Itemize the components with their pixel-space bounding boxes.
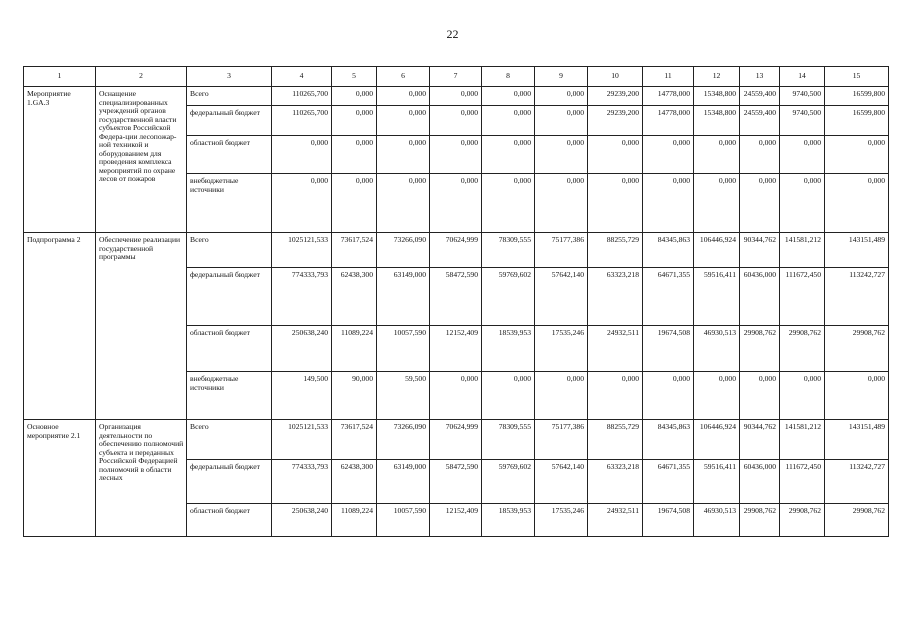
value-cell: 57642,140 xyxy=(535,268,588,326)
value-cell: 24559,400 xyxy=(740,106,780,136)
group-name-cell: Организация деятельности по обеспечению полномочий субъекта и переданных Российской Федерацией полномочий в области лесных xyxy=(96,420,187,537)
value-cell: 774333,793 xyxy=(272,460,332,504)
value-cell: 106446,924 xyxy=(694,233,740,268)
value-cell: 110265,700 xyxy=(272,87,332,106)
value-cell: 250638,240 xyxy=(272,326,332,372)
table-row xyxy=(24,87,889,106)
value-cell: 0,000 xyxy=(430,372,482,420)
value-cell: 0,000 xyxy=(825,372,889,420)
value-cell: 141581,212 xyxy=(780,420,825,460)
value-cell: 29908,762 xyxy=(740,504,780,537)
value-cell: 63323,218 xyxy=(588,460,643,504)
value-cell: 58472,590 xyxy=(430,268,482,326)
value-cell: 73617,524 xyxy=(332,420,377,460)
value-cell: 111672,450 xyxy=(780,460,825,504)
value-cell: 29908,762 xyxy=(825,504,889,537)
value-cell: 14778,000 xyxy=(643,106,694,136)
group-name-cell: Оснащение специализированных учреждений органов государственной власти субъектов Российской Федера-ции лесопожар-ной техникой и оборудованием для проведения комплекса мероприятий по охране лесов от пожаров xyxy=(96,87,187,233)
value-cell: 141581,212 xyxy=(780,233,825,268)
value-cell: 59516,411 xyxy=(694,460,740,504)
page-number: 22 xyxy=(446,27,459,41)
funding-source-cell: внебюджетные источники xyxy=(187,174,272,233)
column-header: 15 xyxy=(825,67,889,87)
value-cell: 774333,793 xyxy=(272,268,332,326)
value-cell: 0,000 xyxy=(740,136,780,174)
value-cell: 0,000 xyxy=(482,372,535,420)
value-cell: 59516,411 xyxy=(694,268,740,326)
column-header: 6 xyxy=(377,67,430,87)
value-cell: 149,500 xyxy=(272,372,332,420)
value-cell: 111672,450 xyxy=(780,268,825,326)
column-header: 1 xyxy=(24,67,96,87)
value-cell: 0,000 xyxy=(332,174,377,233)
group-name-cell: Обеспечение реализации государственной программы xyxy=(96,233,187,420)
value-cell: 84345,863 xyxy=(643,233,694,268)
funding-source-cell: областной бюджет xyxy=(187,326,272,372)
value-cell: 90344,762 xyxy=(740,420,780,460)
value-cell: 0,000 xyxy=(272,136,332,174)
value-cell: 0,000 xyxy=(535,136,588,174)
value-cell: 12152,409 xyxy=(430,326,482,372)
value-cell: 24932,511 xyxy=(588,504,643,537)
value-cell: 29908,762 xyxy=(740,326,780,372)
value-cell: 90344,762 xyxy=(740,233,780,268)
value-cell: 10057,590 xyxy=(377,326,430,372)
value-cell: 0,000 xyxy=(535,106,588,136)
value-cell: 0,000 xyxy=(643,372,694,420)
value-cell: 29239,200 xyxy=(588,106,643,136)
value-cell: 29908,762 xyxy=(825,326,889,372)
value-cell: 0,000 xyxy=(332,87,377,106)
value-cell: 84345,863 xyxy=(643,420,694,460)
value-cell: 0,000 xyxy=(332,136,377,174)
column-header: 12 xyxy=(694,67,740,87)
column-header: 7 xyxy=(430,67,482,87)
value-cell: 143151,489 xyxy=(825,233,889,268)
value-cell: 90,000 xyxy=(332,372,377,420)
table-row xyxy=(24,420,889,460)
value-cell: 18539,953 xyxy=(482,326,535,372)
funding-source-cell: областной бюджет xyxy=(187,136,272,174)
value-cell: 12152,409 xyxy=(430,504,482,537)
value-cell: 0,000 xyxy=(588,136,643,174)
value-cell: 0,000 xyxy=(643,136,694,174)
value-cell: 15348,800 xyxy=(694,87,740,106)
value-cell: 70624,999 xyxy=(430,233,482,268)
value-cell: 63323,218 xyxy=(588,268,643,326)
group-code-cell: Основное мероприятие 2.1 xyxy=(24,420,96,537)
value-cell: 0,000 xyxy=(643,174,694,233)
funding-source-cell: федеральный бюджет xyxy=(187,106,272,136)
value-cell: 0,000 xyxy=(482,174,535,233)
column-header: 11 xyxy=(643,67,694,87)
value-cell: 9740,500 xyxy=(780,106,825,136)
value-cell: 19674,508 xyxy=(643,326,694,372)
value-cell: 17535,246 xyxy=(535,326,588,372)
value-cell: 78309,555 xyxy=(482,420,535,460)
value-cell: 29908,762 xyxy=(780,504,825,537)
column-header: 8 xyxy=(482,67,535,87)
group-code-cell: Подпрограмма 2 xyxy=(24,233,96,420)
value-cell: 29908,762 xyxy=(780,326,825,372)
value-cell: 59,500 xyxy=(377,372,430,420)
column-header: 5 xyxy=(332,67,377,87)
value-cell: 57642,140 xyxy=(535,460,588,504)
value-cell: 16599,800 xyxy=(825,87,889,106)
value-cell: 63149,000 xyxy=(377,268,430,326)
value-cell: 29239,200 xyxy=(588,87,643,106)
value-cell: 46930,513 xyxy=(694,504,740,537)
value-cell: 9740,500 xyxy=(780,87,825,106)
value-cell: 19674,508 xyxy=(643,504,694,537)
value-cell: 46930,513 xyxy=(694,326,740,372)
value-cell: 58472,590 xyxy=(430,460,482,504)
value-cell: 0,000 xyxy=(694,174,740,233)
column-header: 13 xyxy=(740,67,780,87)
funding-source-cell: федеральный бюджет xyxy=(187,460,272,504)
funding-source-cell: Всего xyxy=(187,233,272,268)
funding-source-cell: внебюджетные источники xyxy=(187,372,272,420)
column-header: 2 xyxy=(96,67,187,87)
value-cell: 0,000 xyxy=(780,136,825,174)
column-header: 10 xyxy=(588,67,643,87)
value-cell: 0,000 xyxy=(535,372,588,420)
value-cell: 75177,386 xyxy=(535,420,588,460)
funding-source-cell: Всего xyxy=(187,420,272,460)
value-cell: 0,000 xyxy=(740,372,780,420)
value-cell: 73266,090 xyxy=(377,420,430,460)
value-cell: 16599,800 xyxy=(825,106,889,136)
value-cell: 24559,400 xyxy=(740,87,780,106)
value-cell: 0,000 xyxy=(430,106,482,136)
value-cell: 250638,240 xyxy=(272,504,332,537)
value-cell: 11089,224 xyxy=(332,326,377,372)
value-cell: 11089,224 xyxy=(332,504,377,537)
value-cell: 0,000 xyxy=(482,106,535,136)
value-cell: 63149,000 xyxy=(377,460,430,504)
value-cell: 14778,000 xyxy=(643,87,694,106)
value-cell: 0,000 xyxy=(377,106,430,136)
value-cell: 18539,953 xyxy=(482,504,535,537)
value-cell: 1025121,533 xyxy=(272,233,332,268)
value-cell: 59769,602 xyxy=(482,460,535,504)
value-cell: 0,000 xyxy=(272,174,332,233)
table-row xyxy=(24,233,889,268)
value-cell: 0,000 xyxy=(482,87,535,106)
value-cell: 0,000 xyxy=(740,174,780,233)
value-cell: 0,000 xyxy=(694,372,740,420)
value-cell: 0,000 xyxy=(694,136,740,174)
value-cell: 0,000 xyxy=(377,87,430,106)
value-cell: 0,000 xyxy=(780,372,825,420)
column-header: 3 xyxy=(187,67,272,87)
value-cell: 88255,729 xyxy=(588,420,643,460)
budget-table xyxy=(23,66,889,537)
column-header: 4 xyxy=(272,67,332,87)
value-cell: 15348,800 xyxy=(694,106,740,136)
value-cell: 64671,355 xyxy=(643,268,694,326)
value-cell: 0,000 xyxy=(588,372,643,420)
value-cell: 62438,300 xyxy=(332,460,377,504)
value-cell: 0,000 xyxy=(430,136,482,174)
value-cell: 75177,386 xyxy=(535,233,588,268)
value-cell: 73617,524 xyxy=(332,233,377,268)
value-cell: 106446,924 xyxy=(694,420,740,460)
value-cell: 73266,090 xyxy=(377,233,430,268)
value-cell: 1025121,533 xyxy=(272,420,332,460)
column-header: 9 xyxy=(535,67,588,87)
value-cell: 24932,511 xyxy=(588,326,643,372)
funding-source-cell: Всего xyxy=(187,87,272,106)
value-cell: 113242,727 xyxy=(825,268,889,326)
value-cell: 0,000 xyxy=(332,106,377,136)
value-cell: 113242,727 xyxy=(825,460,889,504)
value-cell: 60436,000 xyxy=(740,268,780,326)
value-cell: 10057,590 xyxy=(377,504,430,537)
value-cell: 78309,555 xyxy=(482,233,535,268)
value-cell: 88255,729 xyxy=(588,233,643,268)
value-cell: 60436,000 xyxy=(740,460,780,504)
funding-source-cell: федеральный бюджет xyxy=(187,268,272,326)
value-cell: 0,000 xyxy=(482,136,535,174)
value-cell: 62438,300 xyxy=(332,268,377,326)
value-cell: 0,000 xyxy=(377,136,430,174)
value-cell: 59769,602 xyxy=(482,268,535,326)
value-cell: 0,000 xyxy=(780,174,825,233)
value-cell: 0,000 xyxy=(535,174,588,233)
value-cell: 0,000 xyxy=(588,174,643,233)
funding-source-cell: областной бюджет xyxy=(187,504,272,537)
value-cell: 0,000 xyxy=(377,174,430,233)
column-header: 14 xyxy=(780,67,825,87)
value-cell: 0,000 xyxy=(825,174,889,233)
value-cell: 0,000 xyxy=(535,87,588,106)
column-numbers-row xyxy=(24,67,889,87)
value-cell: 0,000 xyxy=(430,174,482,233)
value-cell: 70624,999 xyxy=(430,420,482,460)
group-code-cell: Мероприятие 1.GA.3 xyxy=(24,87,96,233)
value-cell: 0,000 xyxy=(430,87,482,106)
value-cell: 143151,489 xyxy=(825,420,889,460)
value-cell: 64671,355 xyxy=(643,460,694,504)
value-cell: 0,000 xyxy=(825,136,889,174)
value-cell: 17535,246 xyxy=(535,504,588,537)
value-cell: 110265,700 xyxy=(272,106,332,136)
